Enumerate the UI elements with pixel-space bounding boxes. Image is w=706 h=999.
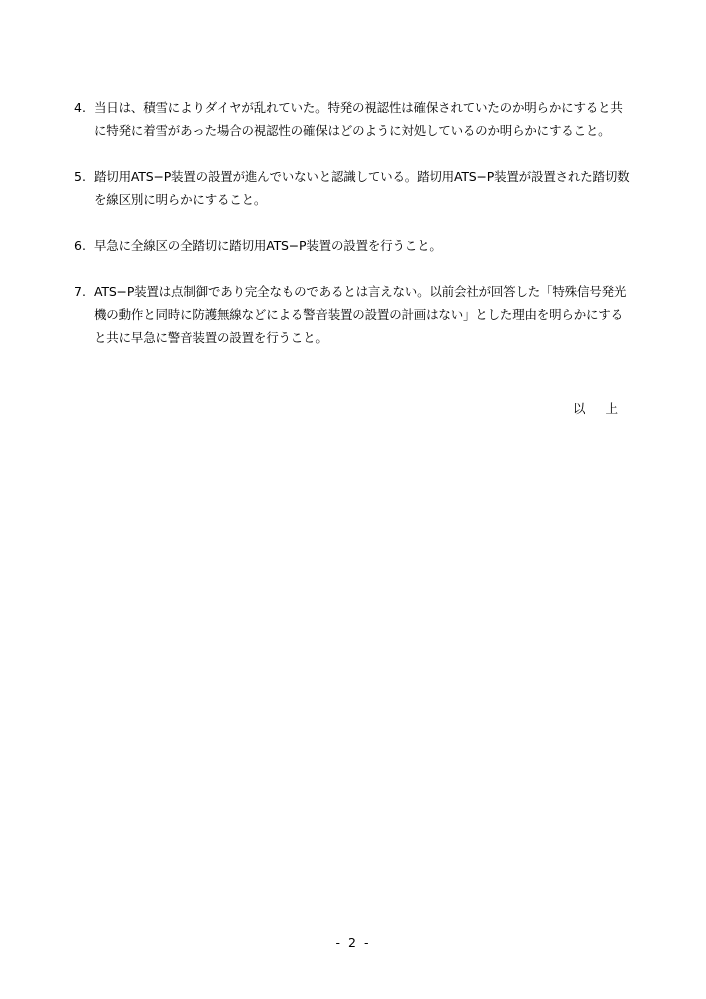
item-text: ATS−P装置は点制御であり完全なものであるとは言えない。以前会社が回答した「特殊信号発光機の動作と同時に防護無線などによる警音装置の設置の計画はない」とした理由を明らかにすると共に早急に警音装置の設置を行うこと。 <box>94 284 627 345</box>
list-item <box>74 96 634 142</box>
item-text: 早急に全線区の全踏切に踏切用ATS−P装置の設置を行うこと。 <box>94 238 442 253</box>
demand-list <box>74 96 634 372</box>
item-number: 6. <box>74 238 86 253</box>
closing-mark: 以 上 <box>573 401 626 416</box>
list-item <box>74 234 634 257</box>
list-item <box>74 165 634 211</box>
item-text: 当日は、積雪によりダイヤが乱れていた。特発の視認性は確保されていたのか明らかにすると共に特発に着雪があった場合の視認性の確保はどのように対処しているのか明らかにすること。 <box>94 100 623 138</box>
item-number: 5. <box>74 169 86 184</box>
list-item <box>74 280 634 349</box>
item-number: 7. <box>74 284 86 299</box>
item-text: 踏切用ATS−P装置の設置が進んでいないと認識している。踏切用ATS−P装置が設置された踏切数を線区別に明らかにすること。 <box>94 169 630 207</box>
item-number: 4. <box>74 100 86 115</box>
page-number: - 2 - <box>335 935 371 950</box>
